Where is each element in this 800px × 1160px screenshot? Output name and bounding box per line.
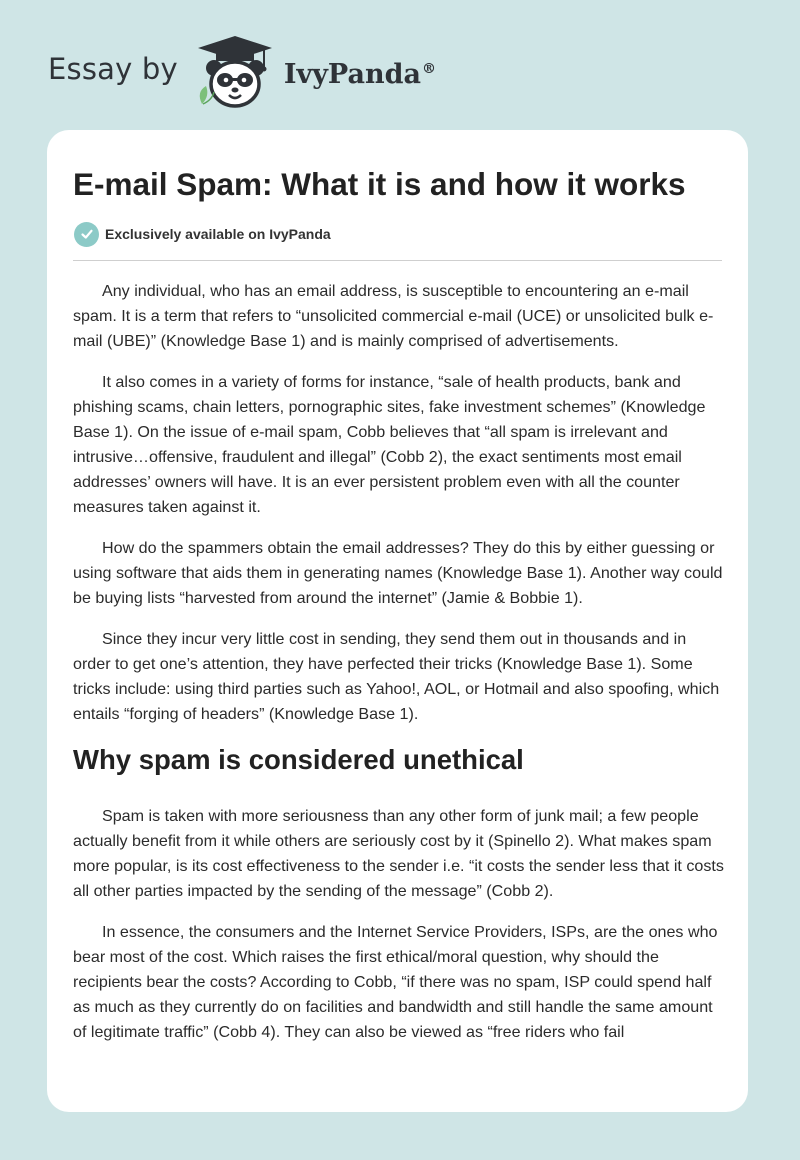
- paragraph: Any individual, who has an email address, is susceptible to encountering an e-mail spam. It is a term that refers to “unsolicited commercial e-mail (UCE) or unsolicited bulk e-mail (UBE)” (Knowledge Base 1) and is mainly comprised of advertisements.: [73, 282, 714, 350]
- essay-card: [47, 130, 748, 1112]
- section-heading: Why spam is considered unethical: [73, 744, 524, 775]
- paragraph: Spam is taken with more seriousness than any other form of junk mail; a few people actually benefit from it while others are seriously cost by it (Spinello 2). What makes spam more popular, is its cost effectiveness to the sender i.e. “it costs the sender less that it costs all other parties impacted by the sending of the message” (Cobb 2).: [73, 807, 724, 900]
- exclusive-badge: [74, 221, 331, 247]
- essay-body: [73, 279, 725, 1061]
- page-title: E-mail Spam: What it is and how it works: [73, 166, 686, 202]
- panda-logo-icon: [192, 34, 278, 110]
- divider: [73, 260, 722, 261]
- registered-mark: ®: [421, 60, 436, 77]
- paragraph: It also comes in a variety of forms for instance, “sale of health products, bank and phishing scams, chain letters, pornographic sites, fake investment schemes” (Knowledge Base 1). On the issue of e-mail spam, Cobb believes that “all spam is irrelevant and intrusive…offensive, fraudulent and illegal” (Cobb 2), the exact sentiments most email addresses’ owners will have. It is an ever persistent problem even with all the counter measures taken against it.: [73, 373, 706, 516]
- check-icon: [74, 222, 99, 247]
- brand-name: IvyPanda: [283, 58, 421, 90]
- paragraph: Since they incur very little cost in sending, they send them out in thousands and in order to get one’s attention, they have perfected their tricks (Knowledge Base 1). Some tricks include: using third parties such as Yahoo!, AOL, or Hotmail and also spoofing, which entails “forging of headers” (Knowledge Base 1).: [73, 630, 720, 723]
- brand-header[interactable]: [48, 34, 436, 110]
- brand-prefix: Essay by: [48, 52, 178, 86]
- paragraph: In essence, the consumers and the Internet Service Providers, ISPs, are the ones who bear most of the cost. Which raises the first ethical/moral question, why should the recipients bear the costs? According to Cobb, “if there was no spam, ISP could spend half as much as they currently do on facilities and bandwidth and still handle the same amount of legitimate traffic” (Cobb 4). They can also be viewed as “free riders who fail: [73, 923, 718, 1041]
- paragraph: How do the spammers obtain the email addresses? They do this by either guessing or using software that aids them in generating names (Knowledge Base 1). Another way could be buying lists “harvested from around the internet” (Jamie & Bobbie 1).: [73, 539, 723, 607]
- badge-label: Exclusively available on IvyPanda: [105, 226, 331, 242]
